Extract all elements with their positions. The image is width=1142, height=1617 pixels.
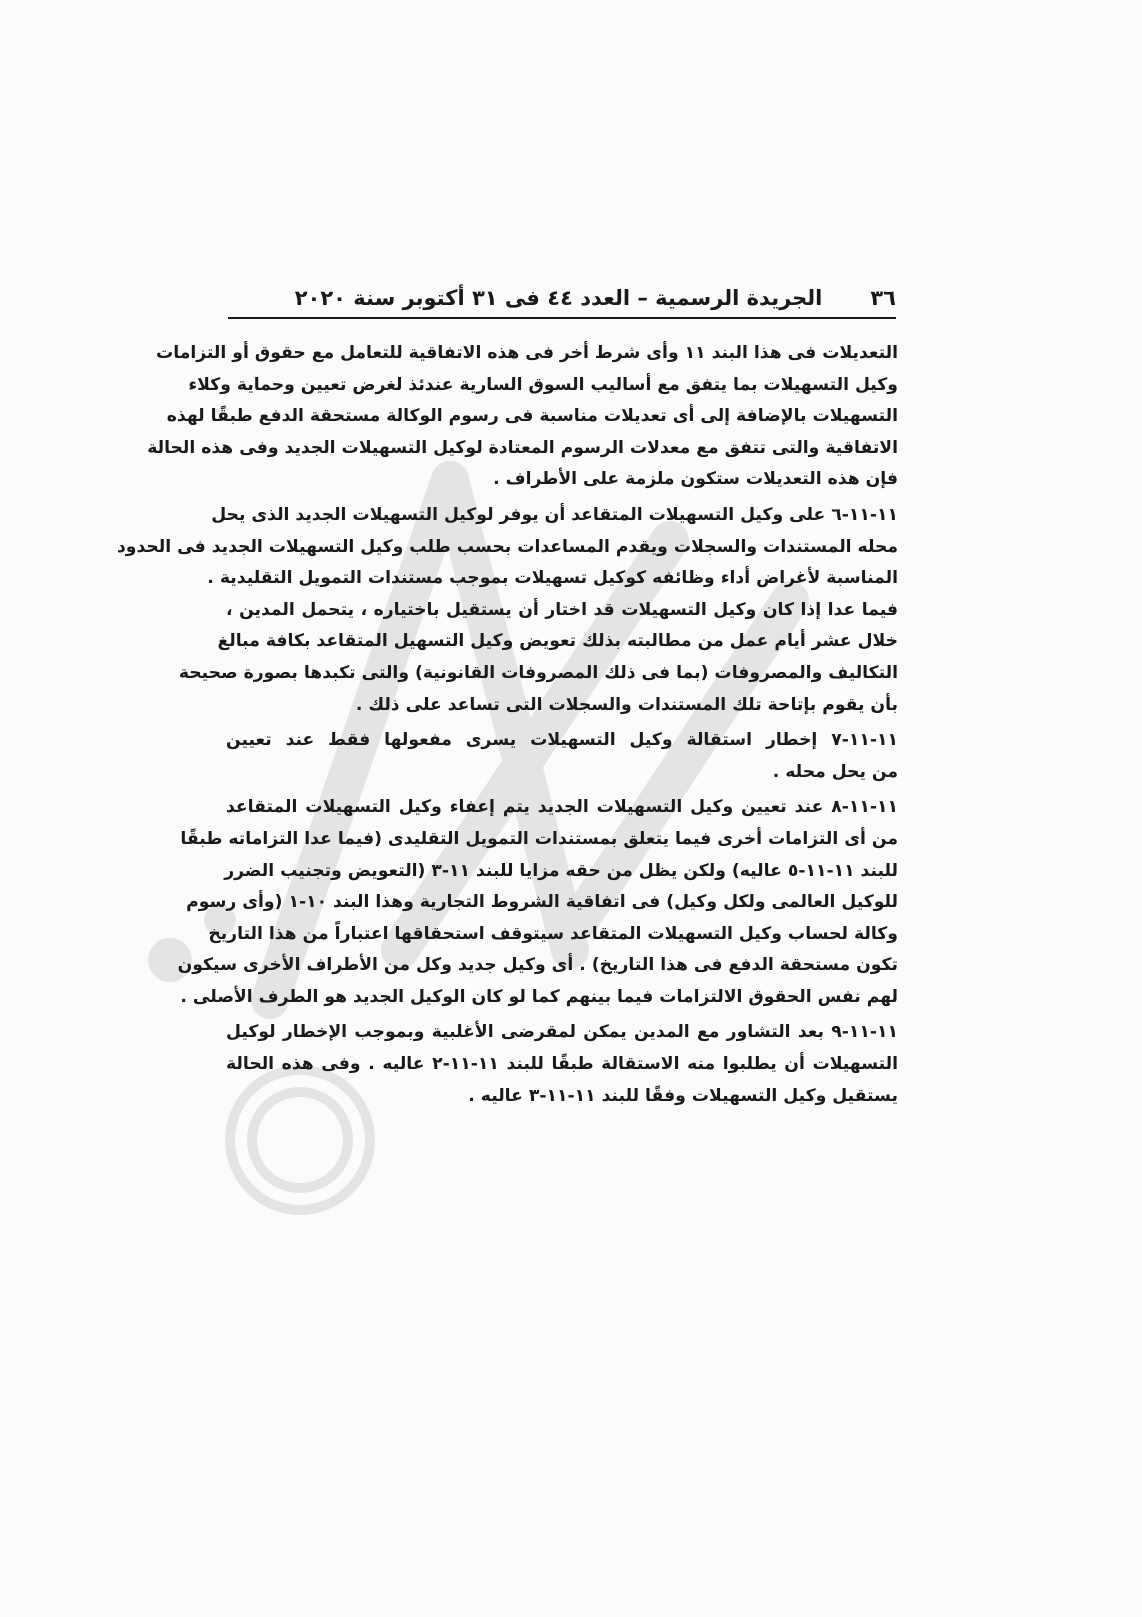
text-line: فإن هذه التعديلات ستكون ملزمة على الأطراف . xyxy=(493,469,898,490)
paragraph xyxy=(226,725,898,788)
text-line: وكالة لحساب وكيل التسهيلات المتقاعد سيتوقف استحقاقها اعتباراً من هذا التاريخ xyxy=(208,923,898,944)
text-line: ١١-١١-٧ إخطار استقالة وكيل التسهيلات يسرى مفعولها فقط عند تعيين xyxy=(226,730,898,751)
text-line: التكاليف والمصروفات (بما فى ذلك المصروفات القانونية) والتى تكبدها بصورة صحيحة xyxy=(178,662,898,683)
text-line: بأن يقوم بإتاحة تلك المستندات والسجلات التى تساعد على ذلك . xyxy=(355,694,898,715)
text-line: خلال عشر أيام عمل من مطالبته بذلك تعويض وكيل التسهيل المتقاعد بكافة مبالغ xyxy=(217,631,898,652)
text-line: الاتفاقية والتى تتفق مع معدلات الرسوم المعتادة لوكيل التسهيلات الجديد وفى هذه الحالة xyxy=(147,437,898,458)
text-line: ١١-١١-٩ بعد التشاور مع المدين يمكن لمقرضى الأغلبية وبموجب الإخطار لوكيل xyxy=(226,1022,898,1043)
text-line: محله المستندات والسجلات ويقدم المساعدات بحسب طلب وكيل التسهيلات الجديد فى الحدود xyxy=(116,536,898,557)
paragraph xyxy=(226,1017,898,1112)
paragraph xyxy=(116,500,898,721)
text-line: للبند ١١-١١-٥ عاليه) ولكن يظل من حقه مزايا للبند ١١-٣ (التعويض وتجنيب الضرر xyxy=(224,860,898,881)
text-line: تكون مستحقة الدفع فى هذا التاريخ) . أى وكيل جديد وكل من الأطراف الأخرى سيكون xyxy=(177,955,898,976)
page-header xyxy=(228,270,896,310)
page-number: ٣٦ xyxy=(870,286,896,310)
paragraph xyxy=(177,792,898,1013)
text-line: التسهيلات بالإضافة إلى أى تعديلات مناسبة فى رسوم الوكالة مستحقة الدفع طبقًا لهذه xyxy=(166,406,898,427)
gazette-title: الجريدة الرسمية – العدد ٤٤ فى ٣١ أكتوبر سنة ٢٠٢٠ xyxy=(294,286,823,310)
text-line: فيما عدا إذا كان وكيل التسهيلات قد اختار أن يستقيل باختياره ، يتحمل المدين ، xyxy=(226,599,898,620)
paragraph xyxy=(147,338,898,496)
header-divider xyxy=(228,317,896,319)
text-line: للوكيل العالمى ولكل وكيل) فى اتفاقية الشروط التجارية وهذا البند ١٠-١ (وأى رسوم xyxy=(186,892,898,913)
text-line: التعديلات فى هذا البند ١١ وأى شرط أخر فى هذه الاتفاقية للتعامل مع حقوق أو التزامات xyxy=(155,343,898,363)
text-line: ١١-١١-٨ عند تعيين وكيل التسهيلات الجديد يتم إعفاء وكيل التسهيلات المتقاعد xyxy=(226,797,898,818)
text-line: التسهيلات أن يطلبوا منه الاستقالة طبقًا للبند ١١-١١-٢ عاليه . وفى هذه الحالة xyxy=(226,1054,898,1075)
text-line: من يحل محله . xyxy=(772,761,898,782)
text-line: المناسبة لأغراض أداء وظائفه كوكيل تسهيلات بموجب مستندات التمويل التقليدية . xyxy=(207,568,898,589)
text-line: ١١-١١-٦ على وكيل التسهيلات المتقاعد أن يوفر لوكيل التسهيلات الجديد الذى يحل xyxy=(211,504,898,525)
text-line: من أى التزامات أخرى فيما يتعلق بمستندات التمويل التقليدى (فيما عدا التزاماته طبقًا xyxy=(180,828,898,849)
text-line: لهم نفس الحقوق الالتزامات فيما بينهم كما لو كان الوكيل الجديد هو الطرف الأصلى . xyxy=(180,986,898,1007)
text-line: وكيل التسهيلات بما يتفق مع أساليب السوق السارية عندئذ لغرض تعيين وحماية وكلاء xyxy=(188,374,898,395)
text-line: يستقيل وكيل التسهيلات وفقًا للبند ١١-١١-٣ عاليه . xyxy=(468,1085,898,1106)
document-body xyxy=(116,338,898,1112)
